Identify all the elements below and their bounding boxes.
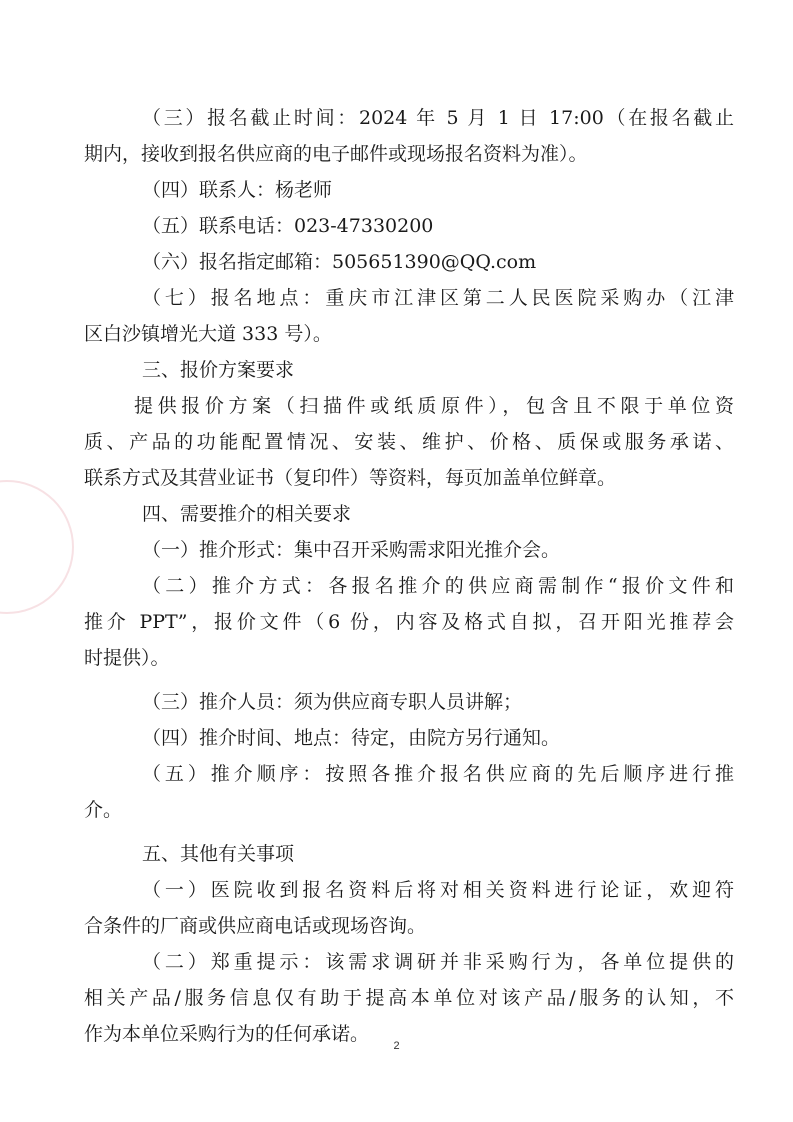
text-line: 推介 PPT”，报价文件（6 份，内容及格式自拟，召开阳光推荐会 [84, 611, 734, 633]
text-line: （四）推介时间、地点：待定，由院方另行通知。 [142, 727, 561, 749]
body-text [84, 100, 734, 1052]
text-line: 区白沙镇增光大道 333 号）。 [84, 323, 332, 345]
text-line: 提供报价方案（扫描件或纸质原件），包含且不限于单位资 [134, 395, 734, 417]
text-line: （三）报名截止时间：2024 年 5 月 1 日 17:00（在报名截止 [142, 107, 734, 129]
text-line: 相关产品/服务信息仅有助于提高本单位对该产品/服务的认知，不 [84, 987, 734, 1009]
text-line: 作为本单位采购行为的任何承诺。 [84, 1023, 370, 1045]
text-line: （三）推介人员：须为供应商专职人员讲解； [142, 691, 523, 713]
text-line: （一）推介形式：集中召开采购需求阳光推介会。 [142, 539, 561, 561]
section-heading: 三、报价方案要求 [142, 359, 295, 381]
text-line: （六）报名指定邮箱：505651390@QQ.com [142, 251, 537, 273]
text-line: （二）郑重提示：该需求调研并非采购行为，各单位提供的 [142, 951, 734, 973]
text-line: （七）报名地点：重庆市江津区第二人民医院采购办（江津 [142, 287, 734, 309]
text-line: 时提供）。 [84, 647, 170, 669]
text-line: 介。 [84, 799, 123, 821]
stamp-seal [0, 480, 74, 614]
text-line: （二）推介方式：各报名推介的供应商需制作“报价文件和 [142, 575, 734, 597]
section-heading: 五、其他有关事项 [142, 843, 295, 865]
page-number: 2 [393, 1040, 400, 1052]
text-line: 质、产品的功能配置情况、安装、维护、价格、质保或服务承诺、 [84, 431, 734, 453]
text-line: （一）医院收到报名资料后将对相关资料进行论证，欢迎符 [142, 879, 734, 901]
text-line: 联系方式及其营业证书（复印件）等资料，每页加盖单位鲜章。 [84, 467, 617, 489]
text-line: （五）推介顺序：按照各推介报名供应商的先后顺序进行推 [142, 763, 734, 785]
text-line: （五）联系电话：023-47330200 [142, 215, 434, 237]
text-line: （四）联系人：杨老师 [142, 179, 333, 201]
section-heading: 四、需要推介的相关要求 [142, 503, 352, 525]
text-line: 合条件的厂商或供应商电话或现场咨询。 [84, 915, 427, 937]
text-line: 期内，接收到报名供应商的电子邮件或现场报名资料为准）。 [84, 143, 588, 165]
